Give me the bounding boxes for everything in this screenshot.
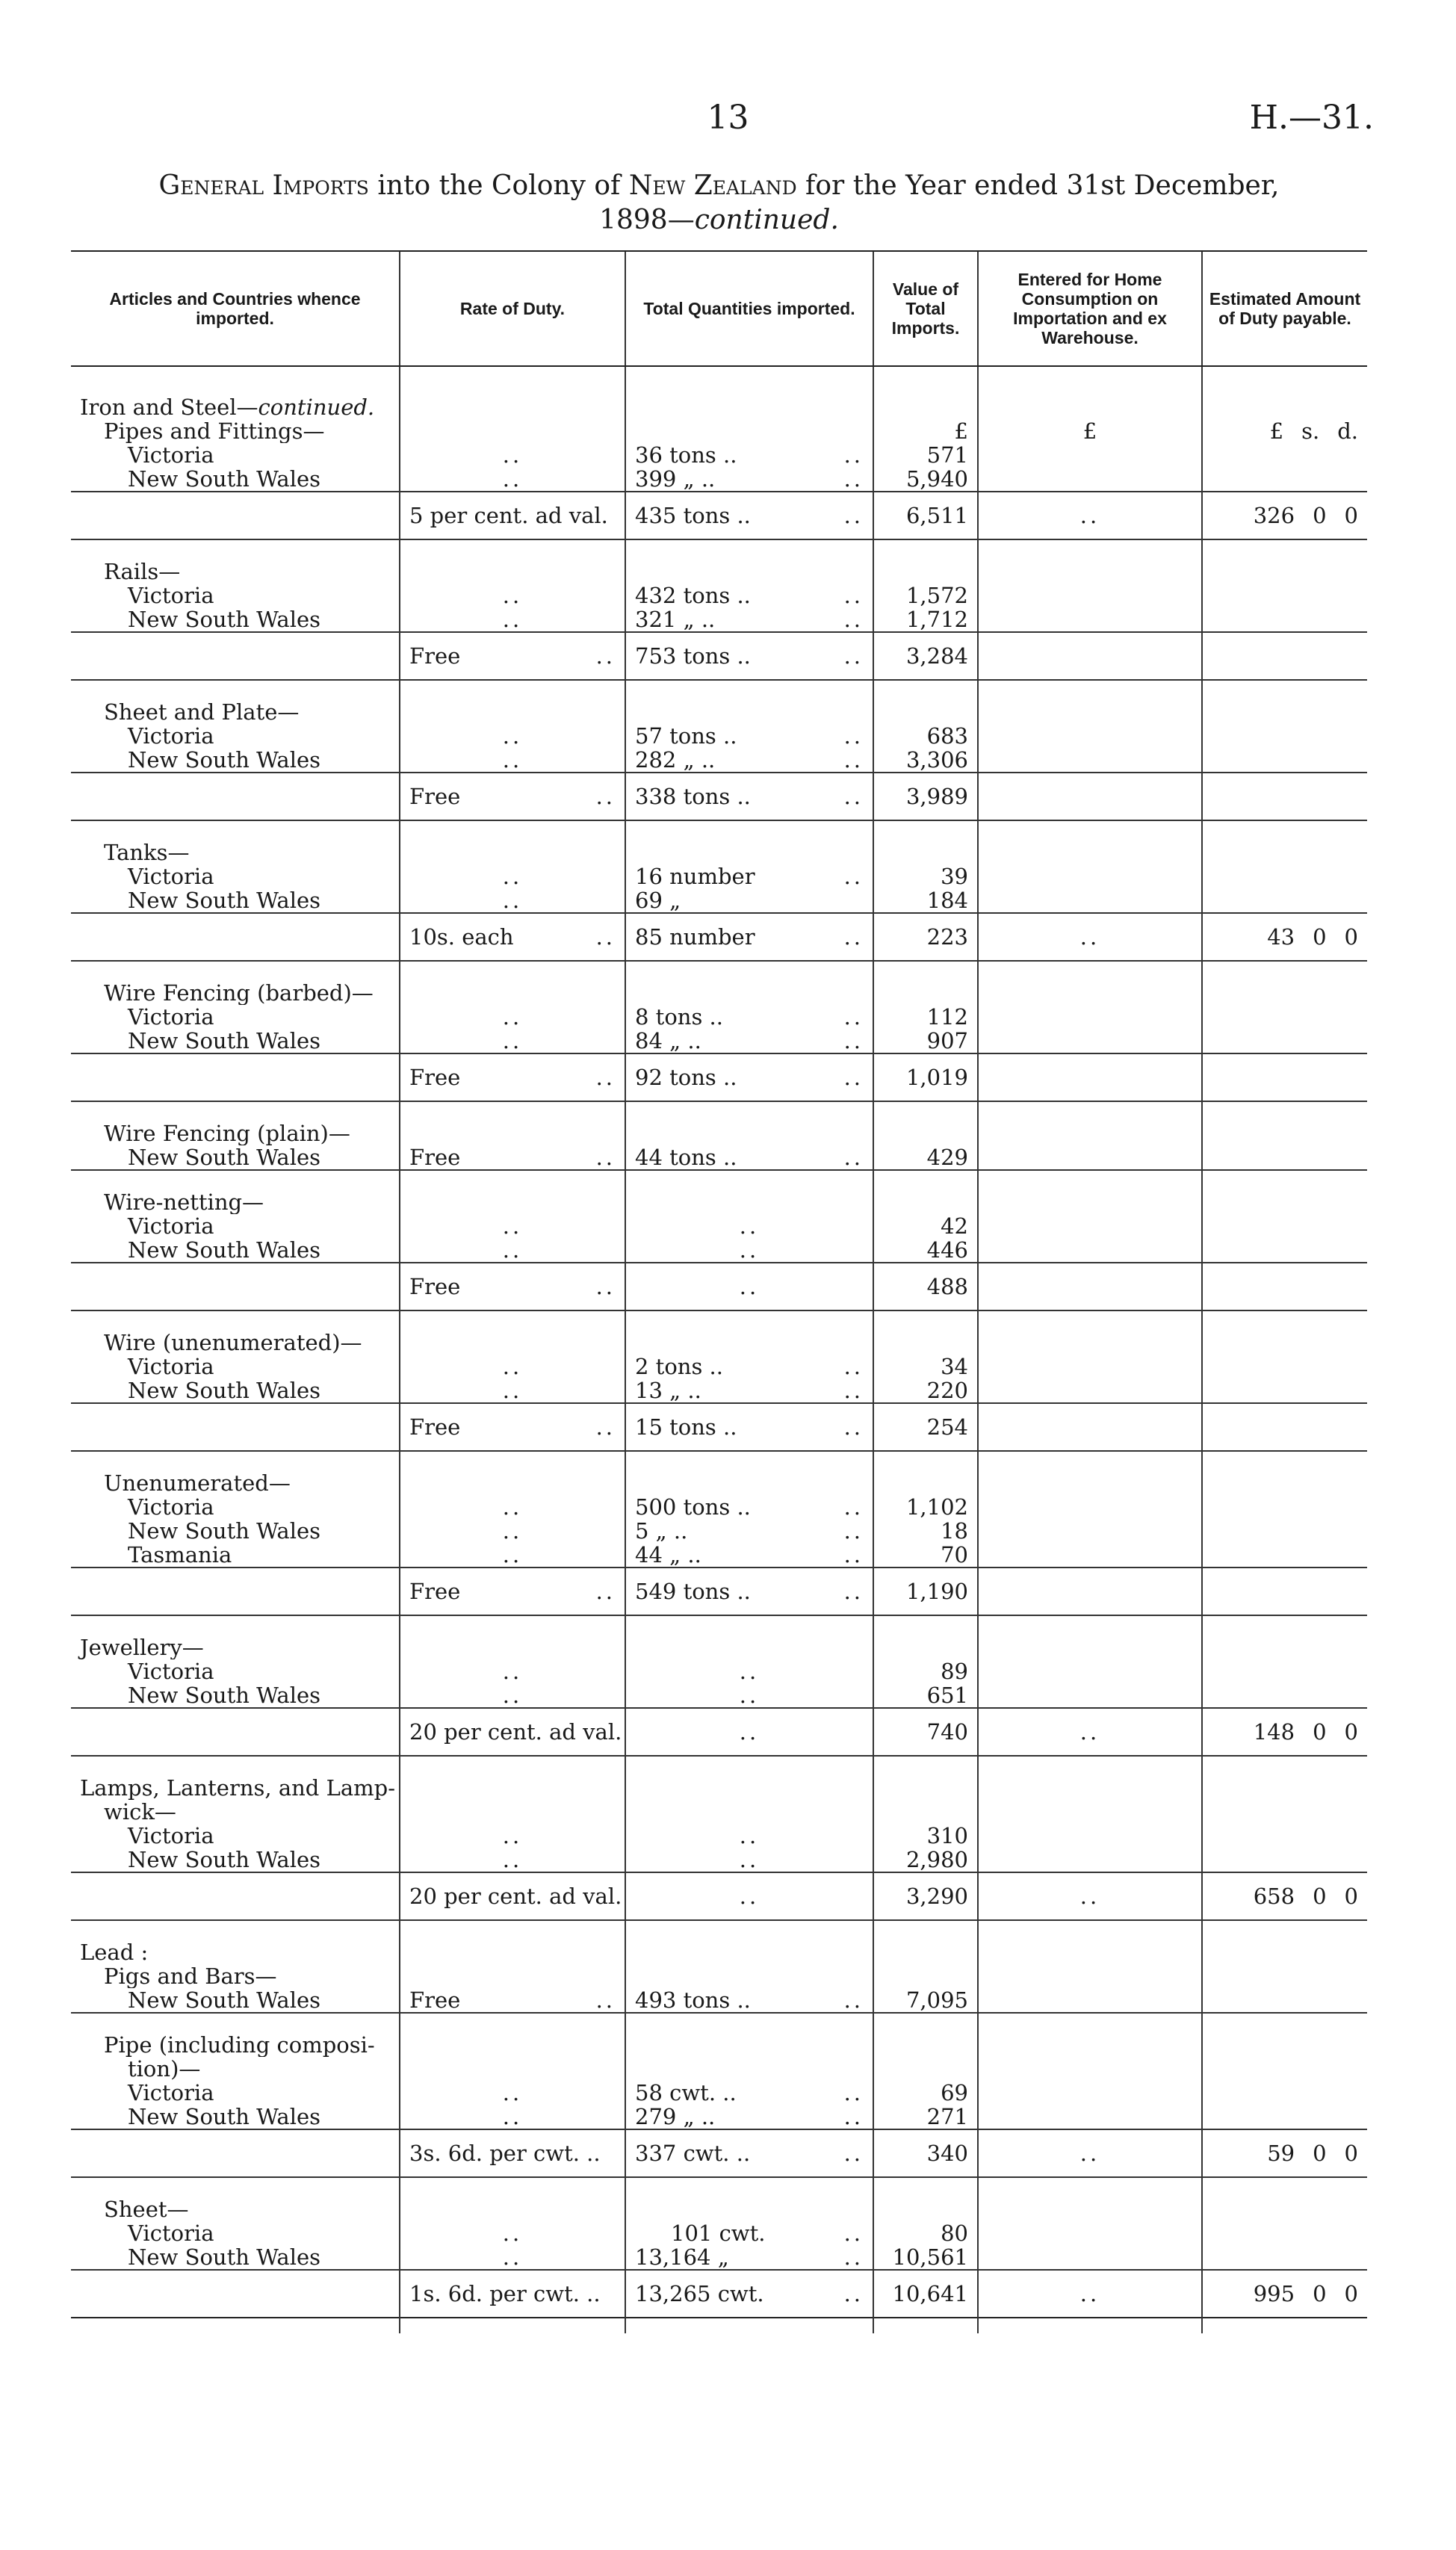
header-value: Value of Total Imports. [873, 251, 978, 366]
value: 112 [873, 1005, 978, 1029]
quantity: 15 tons .. .. [625, 1403, 873, 1451]
country: Victoria [128, 443, 214, 467]
quantity-dots: .. [625, 1263, 873, 1310]
rate: Free .. [400, 773, 625, 820]
value: 42 [873, 1214, 978, 1238]
country: New South Wales [128, 1848, 321, 1872]
rate-dots: .. [400, 1238, 625, 1263]
rate-dots: .. [400, 1355, 625, 1378]
title-year: 1898— [599, 205, 695, 235]
value: 571 [873, 443, 978, 467]
value: 3,284 [873, 632, 978, 680]
quantity-dots: .. [625, 1214, 873, 1238]
table-row [71, 1029, 1367, 1053]
quantity: 69 „ [625, 888, 873, 913]
table-row [71, 748, 1367, 773]
value: 7,095 [873, 1988, 978, 2013]
rate-dots: .. [400, 1824, 625, 1848]
table-row [71, 1519, 1367, 1543]
table-row [71, 724, 1367, 748]
duty: 995 0 0 [1202, 2270, 1367, 2318]
rate: Free .. [400, 1145, 625, 1170]
quantity: 44 „ .. .. [625, 1543, 873, 1568]
value: 3,290 [873, 1872, 978, 1920]
quantity: 753 tons .. .. [625, 632, 873, 680]
table-row [71, 443, 1367, 467]
rate-dots: .. [400, 1214, 625, 1238]
value: 3,306 [873, 748, 978, 773]
quantity-dots: .. [625, 1659, 873, 1683]
country: New South Wales [128, 888, 321, 913]
country: New South Wales [128, 1519, 321, 1543]
country: New South Wales [128, 2245, 321, 2270]
quantity: 8 tons .. .. [625, 1005, 873, 1029]
quantity: 549 tons .. .. [625, 1568, 873, 1615]
value: 69 [873, 2081, 978, 2105]
quantity: 16 number .. [625, 864, 873, 888]
group-label: Lamps, Lanterns, and Lamp- [80, 1776, 395, 1800]
country: Victoria [128, 2221, 214, 2245]
country: New South Wales [128, 748, 321, 773]
country: Victoria [128, 864, 214, 888]
table-row [71, 1355, 1367, 1378]
country: New South Wales [128, 607, 321, 632]
header-quantities: Total Quantities imported. [625, 251, 873, 366]
table-row [71, 2081, 1367, 2105]
table-row [71, 2221, 1367, 2245]
group-label: Pipe (including composi- [104, 2033, 375, 2057]
total-row [71, 2270, 1367, 2318]
value: 1,019 [873, 1053, 978, 1101]
group-label: Wire Fencing (barbed)— [104, 981, 374, 1005]
section-label: Iron and Steel—continued. [80, 395, 375, 419]
table-row [71, 864, 1367, 888]
country: New South Wales [128, 1988, 321, 2013]
rate-dots: .. [400, 1848, 625, 1872]
group-label: Sheet— [104, 2197, 189, 2221]
rate: 1s. 6d. per cwt. .. [400, 2270, 625, 2318]
value: 34 [873, 1355, 978, 1378]
quantity-dots: .. [625, 1824, 873, 1848]
quantity: 101 cwt. .. [625, 2221, 873, 2245]
group-row [71, 1800, 1367, 1824]
total-row [71, 1403, 1367, 1451]
rate-dots: .. [400, 2221, 625, 2245]
table-row [71, 1543, 1367, 1568]
group-row [71, 2033, 1367, 2057]
header-rate: Rate of Duty. [400, 251, 625, 366]
group-label-cont: wick— [104, 1800, 176, 1824]
quantity: 84 „ .. .. [625, 1029, 873, 1053]
group-row [71, 1331, 1367, 1355]
quantity: 321 „ .. .. [625, 607, 873, 632]
country: Victoria [128, 1355, 214, 1378]
section-row [71, 395, 1367, 419]
group-label: Sheet and Plate— [104, 700, 300, 724]
country: New South Wales [128, 1029, 321, 1053]
title-tail: for the Year ended 31st December, [796, 170, 1280, 201]
title-general-imports: General Imports [158, 170, 369, 201]
table-row [71, 1378, 1367, 1403]
value: 740 [873, 1708, 978, 1756]
entered: .. [978, 2129, 1202, 2177]
country: Victoria [128, 584, 214, 607]
quantity-dots: .. [625, 1683, 873, 1708]
quantity-dots: .. [625, 1238, 873, 1263]
group-row [71, 1635, 1367, 1659]
rate-dots: .. [400, 724, 625, 748]
group-label: Tanks— [104, 841, 190, 864]
quantity: 13,265 cwt. .. [625, 2270, 873, 2318]
entered: .. [978, 492, 1202, 539]
title-new-zealand: New Zealand [628, 170, 797, 201]
total-row [71, 773, 1367, 820]
total-row [71, 2129, 1367, 2177]
group-label-cont: tion)— [128, 2057, 201, 2081]
group-row [71, 841, 1367, 864]
country: Victoria [128, 1659, 214, 1683]
report-code: H.—31. [1249, 99, 1374, 137]
country: New South Wales [128, 1145, 321, 1170]
country: Victoria [128, 1495, 214, 1519]
value: 446 [873, 1238, 978, 1263]
country: Tasmania [128, 1543, 232, 1568]
rate-dots: .. [400, 2081, 625, 2105]
value: 18 [873, 1519, 978, 1543]
country: New South Wales [128, 2105, 321, 2129]
value: 10,561 [873, 2245, 978, 2270]
country: Victoria [128, 1214, 214, 1238]
group-label: Lead : [80, 1940, 149, 1964]
table-end-rule [71, 2318, 1367, 2333]
value: 310 [873, 1824, 978, 1848]
group-label: Jewellery— [80, 1635, 204, 1659]
value: 429 [873, 1145, 978, 1170]
rate-dots: .. [400, 888, 625, 913]
table-row [71, 2245, 1367, 2270]
value: 651 [873, 1683, 978, 1708]
total-row [71, 913, 1367, 961]
value: 80 [873, 2221, 978, 2245]
rate-dots: .. [400, 2105, 625, 2129]
quantity: 435 tons .. .. [625, 492, 873, 539]
value: 1,102 [873, 1495, 978, 1519]
value: 70 [873, 1543, 978, 1568]
quantity: 92 tons .. .. [625, 1053, 873, 1101]
rate: Free .. [400, 1263, 625, 1310]
quantity: 57 tons .. .. [625, 724, 873, 748]
duty: 43 0 0 [1202, 913, 1367, 961]
value: 5,940 [873, 467, 978, 492]
unit-lsd: £ s. d. [1202, 419, 1367, 443]
duty: 658 0 0 [1202, 1872, 1367, 1920]
country: New South Wales [128, 1238, 321, 1263]
unit-pound: £ [978, 419, 1202, 443]
group-row [71, 1964, 1367, 1988]
value: 3,989 [873, 773, 978, 820]
entered: .. [978, 1708, 1202, 1756]
group-label: Pipes and Fittings— [104, 419, 325, 443]
table-row [71, 1238, 1367, 1263]
header-duty: Estimated Amount of Duty payable. [1202, 251, 1367, 366]
total-row [71, 632, 1367, 680]
rate-dots: .. [400, 748, 625, 773]
table-row [71, 1495, 1367, 1519]
table-row [71, 607, 1367, 632]
value: 184 [873, 888, 978, 913]
value: 10,641 [873, 2270, 978, 2318]
value: 488 [873, 1263, 978, 1310]
quantity: 58 cwt. .. .. [625, 2081, 873, 2105]
value: 1,712 [873, 607, 978, 632]
rate-dots: .. [400, 1519, 625, 1543]
table-row [71, 1214, 1367, 1238]
entered: .. [978, 2270, 1202, 2318]
value: 1,190 [873, 1568, 978, 1615]
rate: Free .. [400, 1568, 625, 1615]
group-row [71, 981, 1367, 1005]
quantity: 500 tons .. .. [625, 1495, 873, 1519]
group-label: Wire Fencing (plain)— [104, 1121, 350, 1145]
rate: Free .. [400, 1403, 625, 1451]
quantity: 399 „ .. .. [625, 467, 873, 492]
group-row [71, 2057, 1367, 2081]
quantity: 279 „ .. .. [625, 2105, 873, 2129]
rate-dots: .. [400, 467, 625, 492]
value: 340 [873, 2129, 978, 2177]
entered: .. [978, 913, 1202, 961]
total-row [71, 1263, 1367, 1310]
table-row [71, 1824, 1367, 1848]
country: New South Wales [128, 467, 321, 492]
country: Victoria [128, 724, 214, 748]
quantity: 13,164 „ .. [625, 2245, 873, 2270]
value: 254 [873, 1403, 978, 1451]
group-row [71, 1190, 1367, 1214]
group-label: Unenumerated— [104, 1471, 291, 1495]
value: 2,980 [873, 1848, 978, 1872]
rate-dots: .. [400, 584, 625, 607]
header-articles: Articles and Countries whence imported. [71, 251, 400, 366]
entered: .. [978, 1872, 1202, 1920]
quantity: 282 „ .. .. [625, 748, 873, 773]
value: 223 [873, 913, 978, 961]
duty: 59 0 0 [1202, 2129, 1367, 2177]
quantity-dots: .. [625, 1708, 873, 1756]
duty: 148 0 0 [1202, 1708, 1367, 1756]
table-row [71, 1848, 1367, 1872]
group-row [71, 1776, 1367, 1800]
table-row [71, 584, 1367, 607]
country: Victoria [128, 2081, 214, 2105]
rate: Free .. [400, 1053, 625, 1101]
rate-dots: .. [400, 1005, 625, 1029]
country: New South Wales [128, 1378, 321, 1403]
quantity: 2 tons .. .. [625, 1355, 873, 1378]
value: 6,511 [873, 492, 978, 539]
value: 39 [873, 864, 978, 888]
value: 89 [873, 1659, 978, 1683]
rate-dots: .. [400, 607, 625, 632]
group-row [71, 1121, 1367, 1145]
quantity: 493 tons .. .. [625, 1988, 873, 2013]
country: Victoria [128, 1824, 214, 1848]
group-label: Wire-netting— [104, 1190, 264, 1214]
group-row [71, 1471, 1367, 1495]
table-row [71, 1659, 1367, 1683]
rate: 3s. 6d. per cwt. .. [400, 2129, 625, 2177]
quantity: 85 number .. [625, 913, 873, 961]
rate-dots: .. [400, 1029, 625, 1053]
table-row [71, 1145, 1367, 1170]
header-entered: Entered for Home Consumption on Importation and ex Warehouse. [978, 251, 1202, 366]
quantity-dots: .. [625, 1848, 873, 1872]
rate-dots: .. [400, 1683, 625, 1708]
unit-pound: £ [873, 419, 978, 443]
total-row [71, 1872, 1367, 1920]
table-row [71, 2105, 1367, 2129]
quantity: 13 „ .. .. [625, 1378, 873, 1403]
table-row [71, 888, 1367, 913]
group-row [71, 1940, 1367, 1964]
rate-dots: .. [400, 864, 625, 888]
total-row [71, 1053, 1367, 1101]
total-row [71, 1568, 1367, 1615]
rate-dots: .. [400, 1543, 625, 1568]
value: 1,572 [873, 584, 978, 607]
page-number: 13 [707, 99, 749, 137]
rate-dots: .. [400, 443, 625, 467]
table-row [71, 1988, 1367, 2013]
country: New South Wales [128, 1683, 321, 1708]
rate-dots: .. [400, 2245, 625, 2270]
table-header-row [71, 251, 1367, 366]
rate: 20 per cent. ad val. [400, 1872, 625, 1920]
value: 271 [873, 2105, 978, 2129]
quantity: 338 tons .. .. [625, 773, 873, 820]
group-label: Pigs and Bars— [104, 1964, 277, 1988]
rate-dots: .. [400, 1495, 625, 1519]
title-continued: continued. [694, 205, 839, 235]
group-label: Wire (unenumerated)— [104, 1331, 362, 1355]
duty: 326 0 0 [1202, 492, 1367, 539]
quantity: 36 tons .. .. [625, 443, 873, 467]
rate: 20 per cent. ad val. [400, 1708, 625, 1756]
group-row [71, 419, 1367, 443]
table-row [71, 467, 1367, 492]
total-row [71, 1708, 1367, 1756]
rate-dots: .. [400, 1659, 625, 1683]
quantity-dots: .. [625, 1872, 873, 1920]
value: 220 [873, 1378, 978, 1403]
document-title [71, 169, 1367, 238]
group-row [71, 2197, 1367, 2221]
total-row [71, 492, 1367, 539]
group-row [71, 560, 1367, 584]
quantity: 5 „ .. .. [625, 1519, 873, 1543]
country: Victoria [128, 1005, 214, 1029]
quantity: 44 tons .. .. [625, 1145, 873, 1170]
value: 907 [873, 1029, 978, 1053]
table-row [71, 1683, 1367, 1708]
title-mid: into the Colony of [368, 170, 629, 201]
rate: 5 per cent. ad val. [400, 492, 625, 539]
table-row [71, 1005, 1367, 1029]
value: 683 [873, 724, 978, 748]
quantity: 337 cwt. .. .. [625, 2129, 873, 2177]
group-label: Rails— [104, 560, 181, 584]
group-row [71, 700, 1367, 724]
rate: 10s. each .. [400, 913, 625, 961]
rate: Free .. [400, 632, 625, 680]
rate-dots: .. [400, 1378, 625, 1403]
rate: Free .. [400, 1988, 625, 2013]
quantity: 432 tons .. .. [625, 584, 873, 607]
imports-table [71, 250, 1367, 2333]
